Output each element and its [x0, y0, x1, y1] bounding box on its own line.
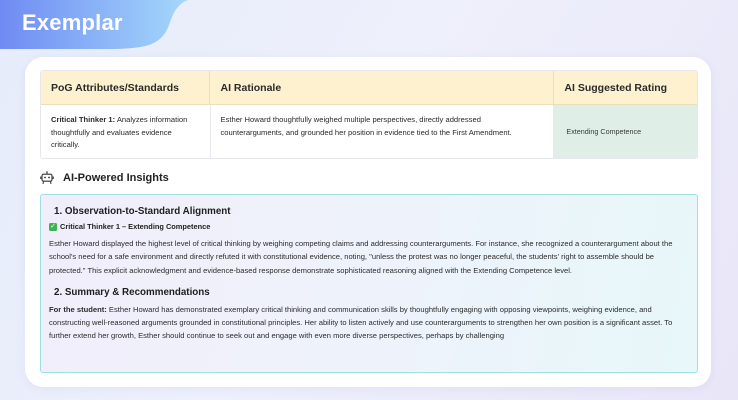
checkmark-icon: ✓: [50, 222, 56, 230]
attribute-label: Critical Thinker 1:: [51, 115, 116, 124]
header-ai-rationale: AI Rationale: [210, 71, 554, 104]
summary-paragraph: [49, 303, 687, 343]
section-summary-title: 2. Summary & Recommendations: [54, 286, 210, 298]
alignment-paragraph: Esther Howard displayed the highest level of critical thinking by weighing competing claims and addressing counterarguments. For instance, she recognized a counterargument about the school's need for a safe environment and directly refuted it with constitutional evidence, noting, "unless the protest was no longer peaceful, the students' right to assemble should be protected." This explicit acknowledgment and evidence-based response demonstrate sophisticated reasoning aligned with the Extending Competence level.: [49, 239, 673, 275]
alignment-subheading: [49, 222, 687, 231]
robot-icon: [40, 171, 54, 185]
standards-table: [40, 70, 698, 159]
table-header-row: [41, 71, 697, 105]
alignment-subtitle: Critical Thinker 1 – Extending Competence: [60, 222, 211, 231]
summary-text: Esther Howard has demonstrated exemplary critical thinking and communication skills by thoughtfully engaging with opposing viewpoints, weighing evidence, and constructing well-reasoned arguments grounded in constitutional principles. Her ability to listen actively and use counterarguments to strengthen her own position is a significant asset. To further extend her growth, Esther should continue to seek out and engage with even more diverse perspectives, perhaps by challenging: [49, 304, 673, 341]
attribute-description: Analyzes information thoughtfully and evaluates evidence critically.: [51, 115, 188, 149]
exemplar-banner: [0, 0, 200, 50]
table-row: [41, 105, 697, 159]
rating-value: Extending Competence: [566, 126, 642, 136]
rating-cell: [554, 105, 697, 159]
attribute-cell: [41, 105, 211, 159]
insights-header: [40, 171, 169, 185]
header-pog-attributes: PoG Attributes/Standards: [41, 71, 210, 104]
rationale-cell: Esther Howard thoughtfully weighed multiple perspectives, directly addressed counterarguments, and grounded her position in evidence tied to the First Amendment.: [211, 105, 555, 159]
insights-panel[interactable]: [40, 194, 698, 373]
header-ai-suggested-rating: AI Suggested Rating: [564, 82, 668, 94]
summary-lead: For the student:: [49, 304, 107, 314]
insights-title: AI-Powered Insights: [63, 172, 169, 184]
section-alignment-title: 1. Observation-to-Standard Alignment: [54, 206, 231, 217]
banner-title: Exemplar: [22, 10, 123, 35]
exemplar-card: [25, 57, 711, 387]
